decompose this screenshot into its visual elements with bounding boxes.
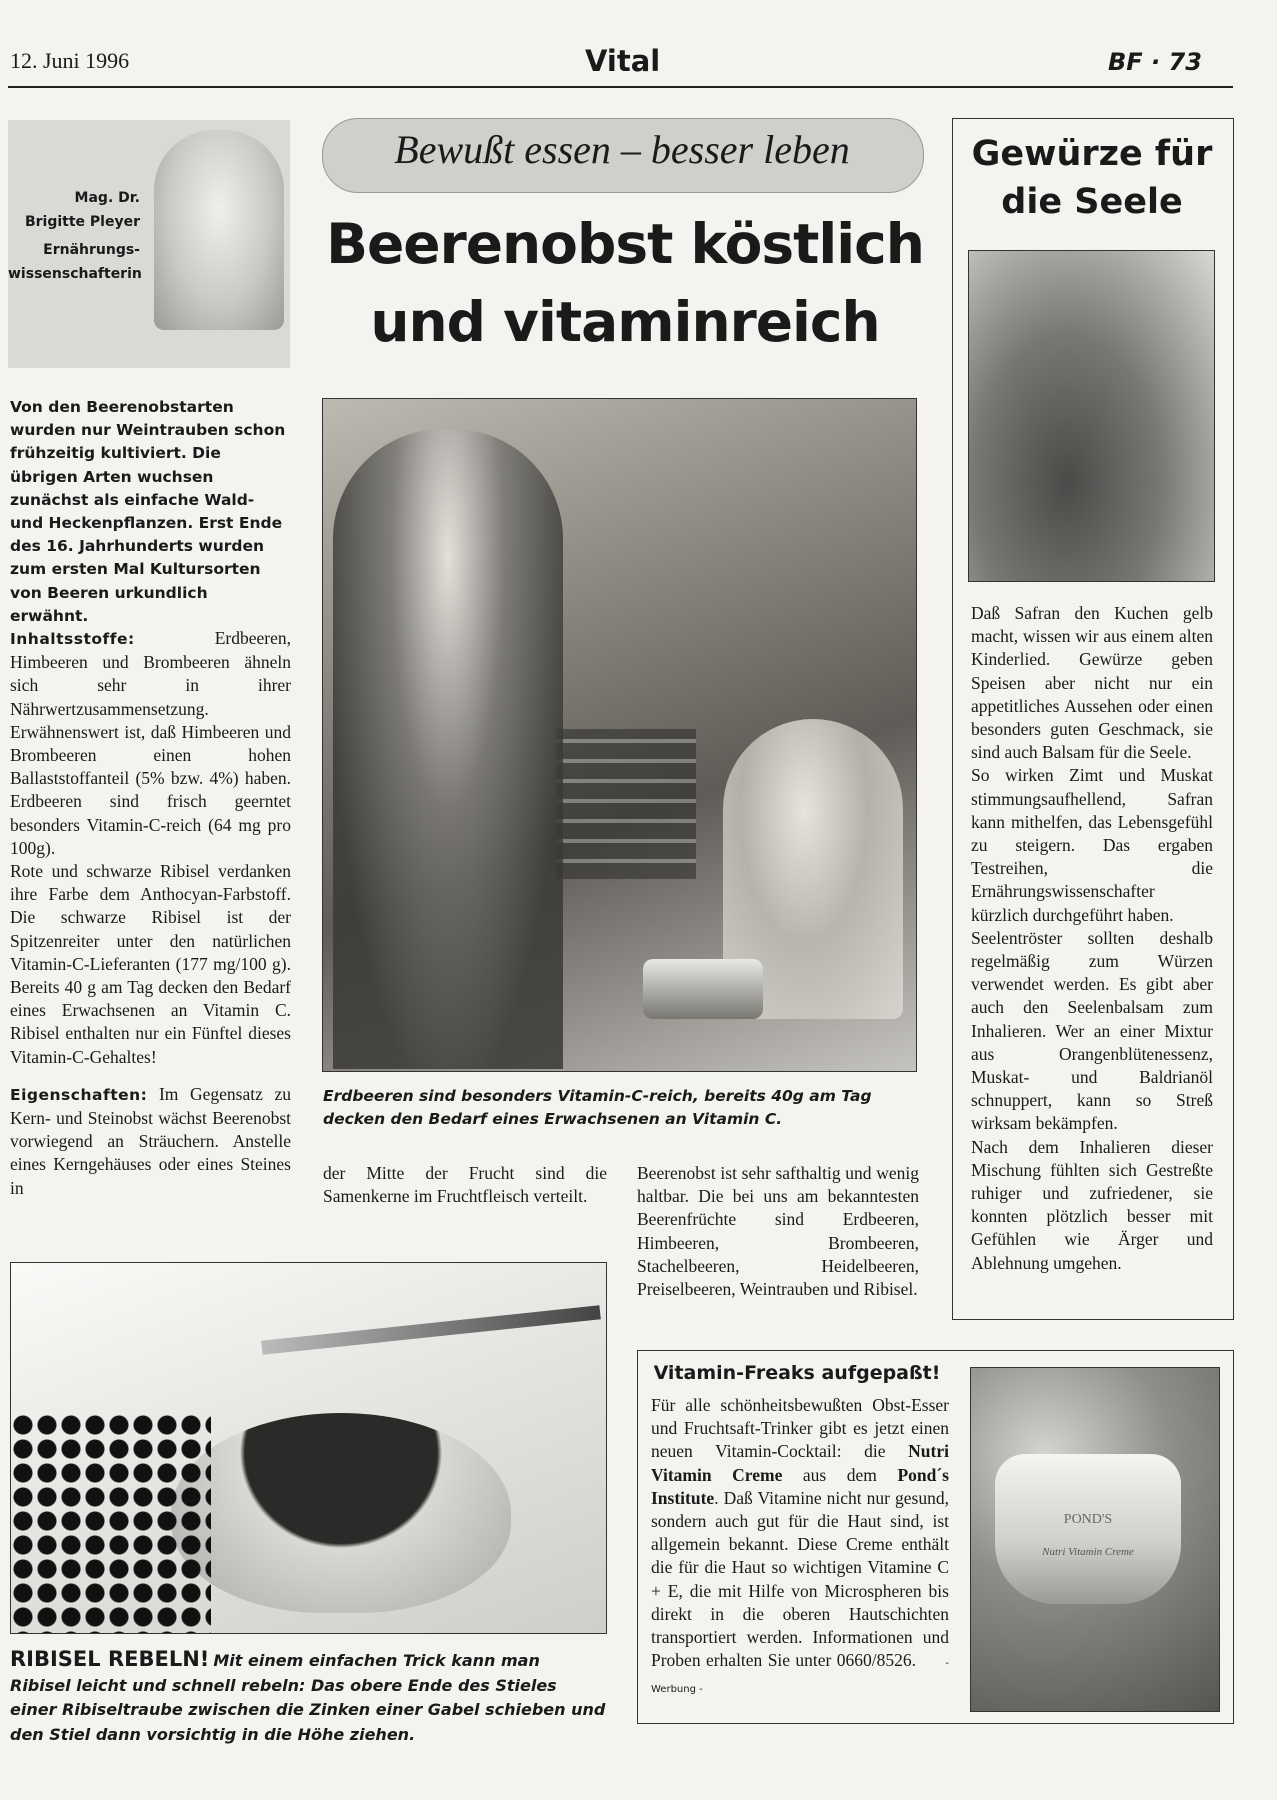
cream-jar: [995, 1454, 1181, 1604]
ribisel-text: Mit einem einfachen Trick kann man Ribisel leicht und schnell rebeln: Das obere Ende des Stieles einer Ribiseltraube zwischen die Zinken einer Gabel schieben und den Stiel dann vorsichtig in die Höhe ziehen.: [10, 1651, 606, 1744]
author-box: [8, 120, 290, 368]
sidebar-title-2: die Seele: [1001, 182, 1183, 222]
section-eigenschaften-label: Eigenschaften:: [10, 1085, 148, 1104]
header-rule: [8, 86, 1233, 88]
sidebar-text: [971, 602, 1213, 1275]
ribisel-headline: RIBISEL REBELN!: [10, 1647, 210, 1671]
sidebar-paragraph-3: Seelentröster sollten deshalb regelmäßig zum Würzen verwendet werden. Es gibt aber auch den Seelenbalsam zum Inhalieren. Wer an einer Mixtur aus Orangenblütenessenz, Muskat- und Baldrianöl schnuppert, kann so Streß wirksam bekämpfen.: [971, 927, 1213, 1134]
article-column-1: [10, 627, 291, 1200]
ribisel-bowl: [171, 1413, 511, 1613]
sidebar-paragraph-4: Nach dem Inhalieren dieser Mischung fühlten sich Gestreßte ruhiger und zufriedener, sie konnten plötzlich besser mit Gefühlen wie Ärger und Ablehnung umgehen.: [971, 1136, 1213, 1273]
ad-text: [651, 1394, 949, 1702]
author-name: Brigitte Pleyer: [24, 214, 140, 230]
kitchen-photo-caption: Erdbeeren sind besonders Vitamin-C-reich, bereits 40g am Tag decken den Bedarf eines Erwachsenen an Vitamin C.: [323, 1087, 872, 1128]
ad-tag: - Werbung -: [651, 1658, 949, 1696]
kitchen-tiles: [556, 729, 696, 879]
ad-title: Vitamin-Freaks aufgepaßt!: [653, 1362, 941, 1384]
headline-line-1: Beerenobst köstlich: [326, 212, 924, 276]
ribisel-caption: [10, 1648, 606, 1747]
section-inhaltsstoffe-label: Inhaltsstoffe:: [10, 630, 135, 648]
ribisel-photo: [10, 1262, 607, 1634]
kitchen-woman: [333, 429, 563, 1069]
kitchen-pot: [643, 959, 763, 1019]
jar-brand: POND'S: [1063, 1512, 1113, 1527]
ribisel-cluster: [11, 1413, 211, 1633]
section-ribisel-text: Rote und schwarze Ribisel verdanken ihre Farbe dem Anthocyan-Farbstoff. Die schwarze Ribisel ist der Spitzenreiter unter den natürlichen Vitamin-C-Lieferanten (177 mg/100 g). Bereits 40 g am Tag decken den Bedarf eines Erwachsenen an Vitamin C. Ribisel enthalten nur ein Fünftel dieses Vitamin-C-Gehaltes!: [10, 861, 291, 1067]
article-column-2: der Mitte der Frucht sind die Samenkerne im Fruchtfleisch verteilt.: [323, 1163, 607, 1207]
author-role-1: Ernährungs-: [43, 242, 140, 258]
sidebar-paragraph-1: Daß Safran den Kuchen gelb macht, wissen wir aus einem alten Kinderlied. Gewürze geben Speisen aber nicht nur ein appetitliches Aussehen oder einen besonders guten Geschmack, sie sind auch Balsam für die Seele.: [971, 603, 1213, 763]
author-role-2: wissenschafterin: [8, 266, 142, 282]
author-title: Mag. Dr.: [74, 190, 140, 206]
ad-text-a: Für alle schönheitsbewußten Obst-Esser und Fruchtsaft-Trinker gibt es jetzt einen neuen Vitamin-Cocktail: die: [651, 1395, 949, 1462]
section-eigenschaften-text: Im Gegensatz zu Kern- und Steinobst wächst Beerenobst vorwiegend an Sträuchern. Anstelle eines Kerngehäuses oder eines Steines in: [10, 1083, 292, 1198]
headline-line-2: und vitaminreich: [370, 290, 880, 354]
page-ref: BF · 73: [1108, 48, 1202, 76]
fork: [261, 1305, 601, 1354]
ad-text-c: . Daß Vitamine nicht nur gesund, sondern auch gut für die Haut sind, ist allgemein bekannt. Diese Creme enthält die für die Haut so wichtigen Vitamine C + E, die mit Hilfe von Microspheren bis direkt in die oberen Hautschichten transportiert werden. Informationen und Proben erhalten Sie unter 0660/8526.: [651, 1487, 949, 1671]
jar-product: Nutri Vitamin Creme: [1042, 1546, 1134, 1558]
kicker-text: Bewußt essen – besser leben: [394, 127, 850, 172]
issue-date: 12. Juni 1996: [10, 48, 130, 73]
author-portrait: [154, 130, 284, 330]
article-intro: Von den Beerenobstarten wurden nur Weintrauben schon frühzeitig kultiviert. Die übrigen Arten wuchsen zunächst als einfache Wald- und Heckenpflanzen. Erst Ende des 16. Jahrhunderts wurden zum ersten Mal Kultursorten von Beeren urkundlich erwähnt.: [10, 398, 286, 625]
spices-photo: [968, 250, 1215, 582]
ad-product: Nutri Vitamin Creme: [651, 1441, 949, 1485]
cream-jar-photo: [970, 1367, 1220, 1712]
ad-text-b: aus dem: [782, 1464, 898, 1485]
sidebar-title-1: Gewürze für: [971, 134, 1213, 174]
sidebar-paragraph-2: So wirken Zimt und Muskat stimmungsaufhellend, Safran kann mithelfen, das Lebensgefühl zu steigern. Das ergaben Testreihen, die Ernährungswissenschafter kürzlich durchgeführt haben.: [971, 765, 1213, 925]
article-column-3: Beerenobst ist sehr safthaltig und wenig haltbar. Die bei uns am bekanntesten Beerenfrüchte sind Erdbeeren, Himbeeren, Brombeeren, Stachelbeeren, Heidelbeeren, Preiselbeeren, Weintrauben und Ribisel.: [637, 1163, 919, 1300]
ad-brand: Pond´s Institute: [651, 1464, 949, 1508]
kitchen-photo: [322, 398, 917, 1072]
section-inhaltsstoffe-text: Erdbeeren, Himbeeren und Brombeeren ähneln sich sehr in ihrer Nährwertzusammensetzung. Erwähnenswert ist, daß Himbeeren und Brombeeren einen hohen Ballaststoffanteil (5% bzw. 4%) haben. Erdbeeren sind frisch geerntet besonders Vitamin-C-reich (64 mg pro 100g).: [10, 628, 291, 858]
section-title: Vital: [585, 44, 661, 78]
